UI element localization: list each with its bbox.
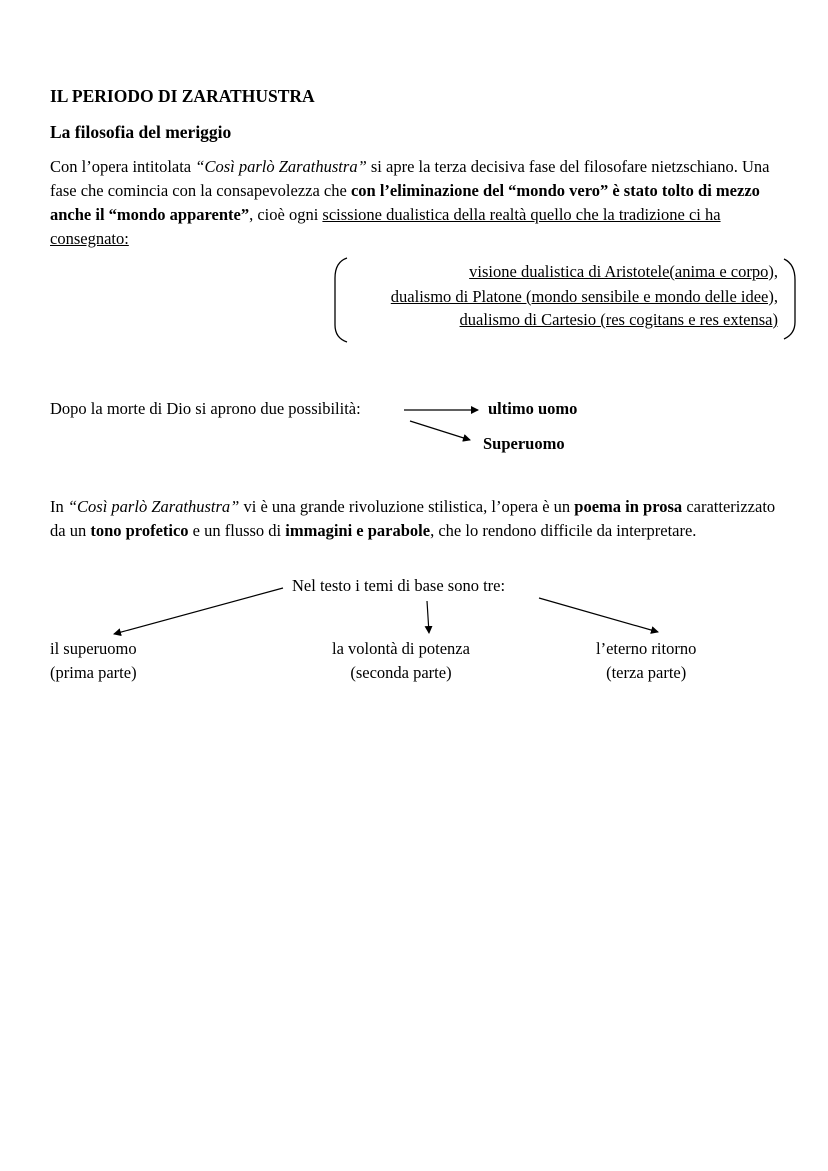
- style-text-4: e un flusso di: [188, 521, 286, 540]
- intro-text-3: , cioè ogni: [249, 205, 323, 224]
- possibilities-label: Dopo la morte di Dio si aprono due possibilità:: [50, 399, 361, 418]
- theme-name: l’eterno ritorno: [596, 639, 697, 658]
- style-text-5: , che lo rendono difficile da interpretare.: [430, 521, 697, 540]
- theme-part: (terza parte): [606, 663, 687, 682]
- themes-label: Nel testo i temi di base sono tre:: [292, 576, 506, 595]
- left-brace-icon: [335, 258, 347, 342]
- dualism-descartes: dualismo di Cartesio (res cogitans e res extensa): [459, 310, 778, 329]
- arrow-to-theme-2-icon: [427, 601, 429, 633]
- intro-key-statement: con l’eliminazione del “mondo vero” è stato tolto di mezzo anche il “mondo apparente”: [50, 181, 760, 224]
- intro-underlined-text: scissione dualistica della realtà quello che la tradizione ci ha consegnato:: [50, 205, 721, 248]
- style-text-1: In: [50, 497, 68, 516]
- arrow-to-superman-icon: [410, 421, 470, 440]
- page-title: IL PERIODO DI ZARATHUSTRA: [50, 86, 315, 106]
- dualism-plato: dualismo di Platone (mondo sensibile e mondo delle idee),: [390, 287, 778, 306]
- intro-text-1: Con l’opera intitolata: [50, 157, 196, 176]
- style-text-2: vi è una grande rivoluzione stilistica, l’opera è un: [239, 497, 575, 516]
- style-prose-poem: poema in prosa: [574, 497, 683, 516]
- intro-work-title: “Così parlò Zarathustra”: [195, 157, 367, 176]
- style-text-3: caratterizzato da un: [50, 497, 776, 540]
- possibility-last-man: ultimo uomo: [488, 399, 578, 418]
- possibility-superman: Superuomo: [483, 434, 565, 453]
- theme-name: il superuomo: [50, 639, 137, 658]
- intro-text-2: si apre la terza decisiva fase del filosofare nietzschiano. Una fase che comincia con la consapevolezza che: [50, 157, 770, 200]
- style-images-parables: immagini e parabole: [285, 521, 431, 540]
- arrow-to-theme-1-icon: [114, 588, 283, 634]
- arrow-to-theme-3-icon: [539, 598, 658, 632]
- style-work-title: “Così parlò Zarathustra”: [67, 497, 240, 516]
- dualism-aristotle: visione dualistica di Aristotele(anima e corpo),: [469, 262, 778, 281]
- right-brace-icon: [784, 259, 795, 339]
- theme-part: (seconda parte): [350, 663, 452, 682]
- style-prophetic-tone: tono profetico: [90, 521, 189, 540]
- theme-part: (prima parte): [50, 663, 137, 682]
- section-subtitle: La filosofia del meriggio: [50, 122, 232, 142]
- theme-name: la volontà di potenza: [332, 639, 470, 658]
